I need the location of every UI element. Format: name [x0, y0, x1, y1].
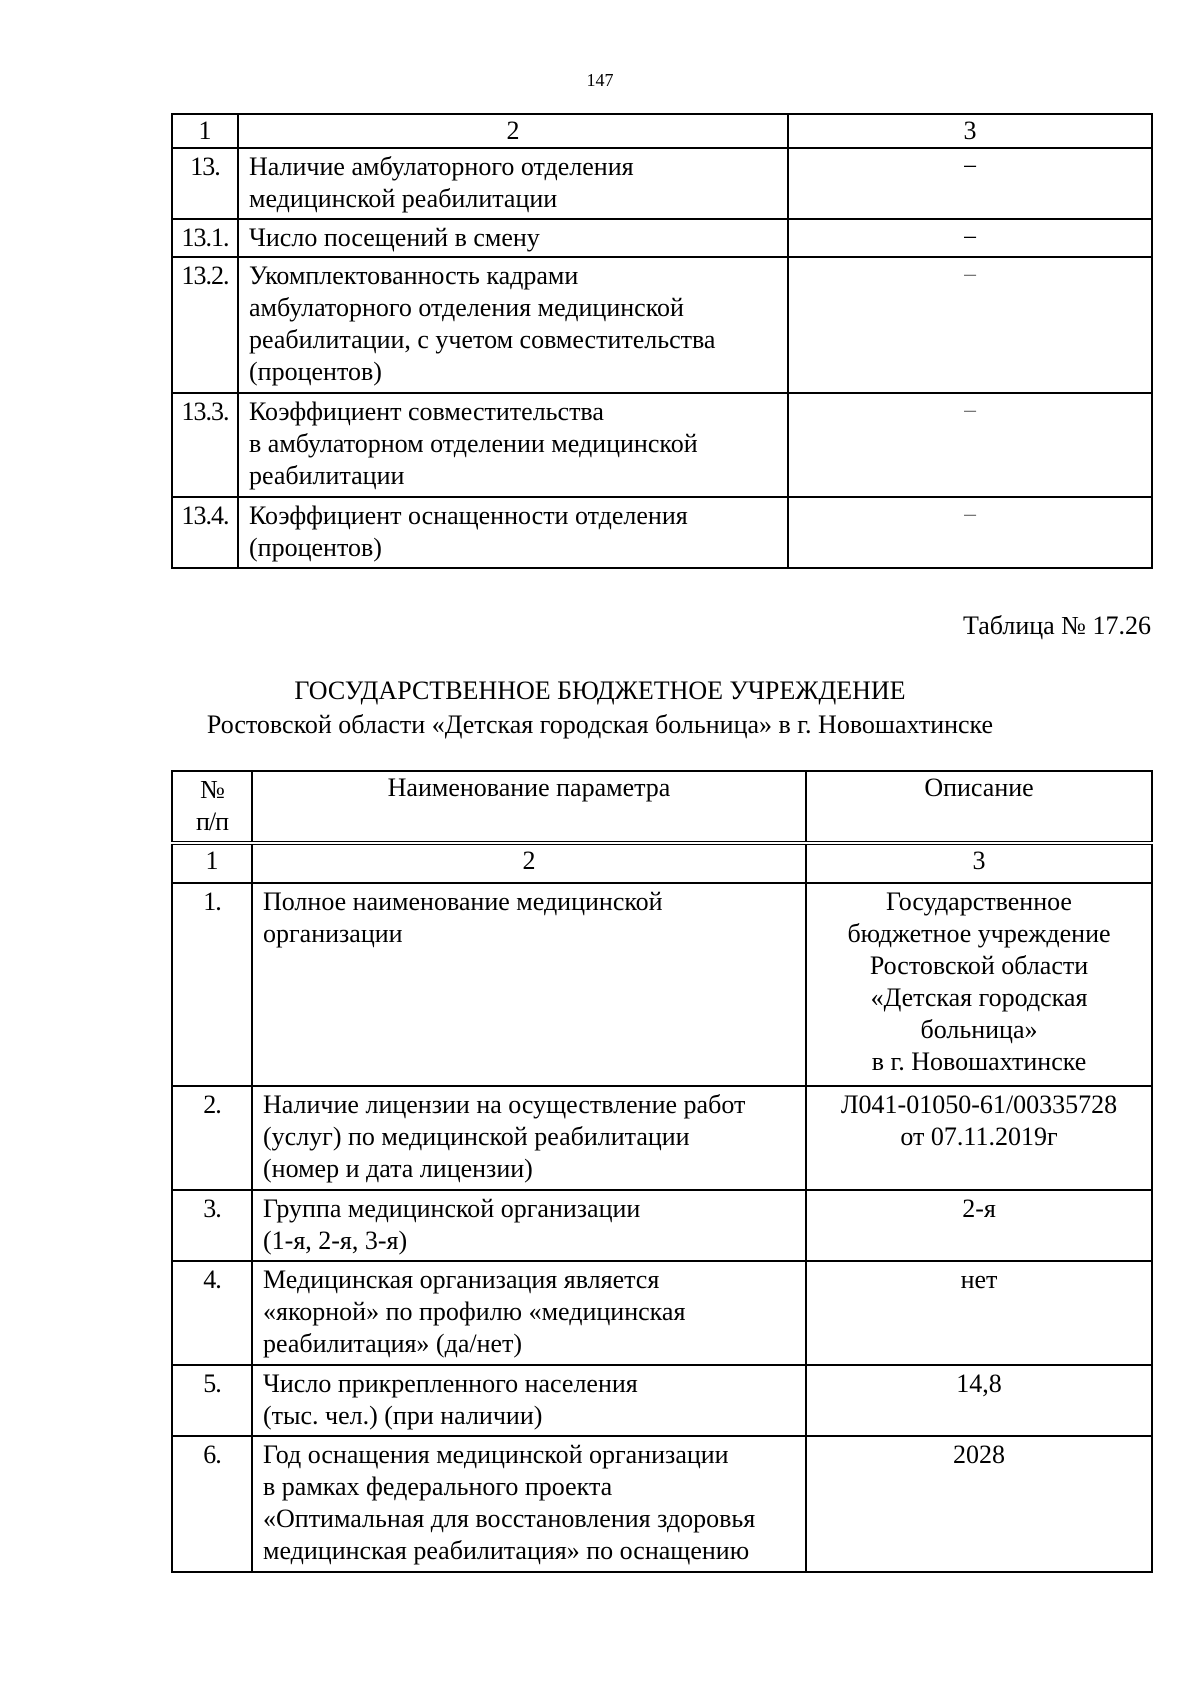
row-value	[806, 1365, 1152, 1436]
text-line: реабилитация» (да/нет)	[263, 1329, 523, 1358]
text-line: Наличие лицензии на осуществление работ	[263, 1090, 746, 1119]
col-number-2: 2	[238, 114, 788, 148]
header-number-line: п/п	[195, 807, 229, 836]
row-parameter	[238, 219, 788, 257]
value-line: Ростовской области	[869, 951, 1089, 980]
continued-table	[171, 113, 1153, 569]
row-number: 13.2.	[172, 257, 238, 393]
text-line: медицинской реабилитации	[249, 184, 558, 213]
value-line: Государственное	[886, 887, 1072, 916]
text-line: организации	[263, 919, 403, 948]
value-line: от 07.11.2019г	[900, 1122, 1058, 1151]
header-number	[172, 771, 252, 843]
header-parameter: Наименование параметра	[252, 771, 806, 843]
row-value	[806, 1190, 1152, 1261]
text-line: (тыс. чел.) (при наличии)	[263, 1401, 543, 1430]
table-row	[172, 393, 1152, 497]
page-number: 147	[586, 70, 614, 90]
row-number: 3.	[172, 1190, 252, 1261]
row-parameter	[252, 1086, 806, 1190]
value-line: «Детская городская	[870, 983, 1088, 1012]
text-line: (услуг) по медицинской реабилитации	[263, 1122, 690, 1151]
table-row	[172, 1261, 1152, 1365]
text-line: (номер и дата лицензии)	[263, 1154, 533, 1183]
row-parameter	[252, 1261, 806, 1365]
table-row	[172, 148, 1152, 219]
text-line: медицинская реабилитация» по оснащению	[263, 1536, 750, 1565]
table-row	[172, 1365, 1152, 1436]
text-line: Укомплектованность кадрами	[249, 261, 579, 290]
text-line: Наличие амбулаторного отделения	[249, 152, 634, 181]
row-number: 6.	[172, 1436, 252, 1572]
table-row	[172, 1190, 1152, 1261]
table-row	[172, 257, 1152, 393]
table-row	[172, 1086, 1152, 1190]
text-line: «Оптимальная для восстановления здоровья	[263, 1504, 756, 1533]
row-number: 5.	[172, 1365, 252, 1436]
row-number: 13.1.	[172, 219, 238, 257]
table-row	[172, 883, 1152, 1086]
row-value: −	[788, 148, 1152, 219]
table-row	[172, 497, 1152, 568]
row-parameter	[238, 497, 788, 568]
text-line: в рамках федерального проекта	[263, 1472, 613, 1501]
text-line: (процентов)	[249, 533, 382, 562]
text-line: (1-я, 2-я, 3-я)	[263, 1226, 408, 1255]
text-line: Медицинская организация является	[263, 1265, 660, 1294]
row-value: −	[788, 219, 1152, 257]
value-line: в г. Новошахтинске	[871, 1047, 1087, 1076]
table-header-row	[172, 771, 1152, 843]
row-value	[806, 883, 1152, 1086]
table-row	[172, 219, 1152, 257]
value-line: нет	[960, 1265, 998, 1294]
row-value: −	[788, 257, 1152, 393]
text-line: Коэффициент оснащенности отделения	[249, 501, 688, 530]
value-line: 2-я	[962, 1194, 996, 1223]
text-line: Группа медицинской организации	[263, 1194, 641, 1223]
row-value: −	[788, 393, 1152, 497]
value-line: больница»	[920, 1015, 1038, 1044]
table-header-row	[172, 114, 1152, 148]
text-line: Коэффициент совместительства	[249, 397, 604, 426]
organization-title-line-1: ГОСУДАРСТВЕННОЕ БЮДЖЕТНОЕ УЧРЕЖДЕНИЕ	[294, 676, 906, 705]
text-line: (процентов)	[249, 357, 382, 386]
value-line: бюджетное учреждение	[847, 919, 1111, 948]
row-number: 1.	[172, 883, 252, 1086]
text-line: Число посещений в смену	[249, 223, 540, 252]
row-parameter	[252, 883, 806, 1086]
row-value	[806, 1261, 1152, 1365]
row-number: 13.3.	[172, 393, 238, 497]
organization-title-line-2: Ростовской области «Детская городская больница» в г. Новошахтинске	[206, 710, 994, 739]
text-line: реабилитации	[249, 461, 405, 490]
text-line: реабилитации, с учетом совместительства	[249, 325, 716, 354]
row-value	[806, 1436, 1152, 1572]
col-number-2: 2	[252, 843, 806, 883]
row-parameter	[252, 1365, 806, 1436]
table-caption: Таблица № 17.26	[962, 611, 1151, 640]
text-line: Полное наименование медицинской	[263, 887, 663, 916]
row-value: −	[788, 497, 1152, 568]
row-parameter	[238, 257, 788, 393]
col-number-1: 1	[172, 843, 252, 883]
value-line: 14,8	[956, 1369, 1002, 1398]
col-number-1: 1	[172, 114, 238, 148]
row-number: 13.4.	[172, 497, 238, 568]
row-parameter	[252, 1436, 806, 1572]
text-line: «якорной» по профилю «медицинская	[263, 1297, 686, 1326]
row-parameter	[252, 1190, 806, 1261]
row-number: 13.	[172, 148, 238, 219]
row-parameter	[238, 393, 788, 497]
col-number-3: 3	[788, 114, 1152, 148]
col-number-3: 3	[806, 843, 1152, 883]
value-line: Л041-01050-61/00335728	[840, 1090, 1118, 1119]
row-value	[806, 1086, 1152, 1190]
text-line: Число прикрепленного населения	[263, 1369, 638, 1398]
row-parameter	[238, 148, 788, 219]
text-line: Год оснащения медицинской организации	[263, 1440, 729, 1469]
text-line: в амбулаторном отделении медицинской	[249, 429, 698, 458]
row-number: 2.	[172, 1086, 252, 1190]
main-table	[171, 770, 1153, 1573]
organization-title	[0, 674, 1200, 742]
row-number: 4.	[172, 1261, 252, 1365]
header-number-line: №	[200, 775, 224, 804]
header-description: Описание	[806, 771, 1152, 843]
value-line: 2028	[953, 1440, 1005, 1469]
table-row	[172, 1436, 1152, 1572]
column-number-row	[172, 843, 1152, 883]
text-line: амбулаторного отделения медицинской	[249, 293, 684, 322]
